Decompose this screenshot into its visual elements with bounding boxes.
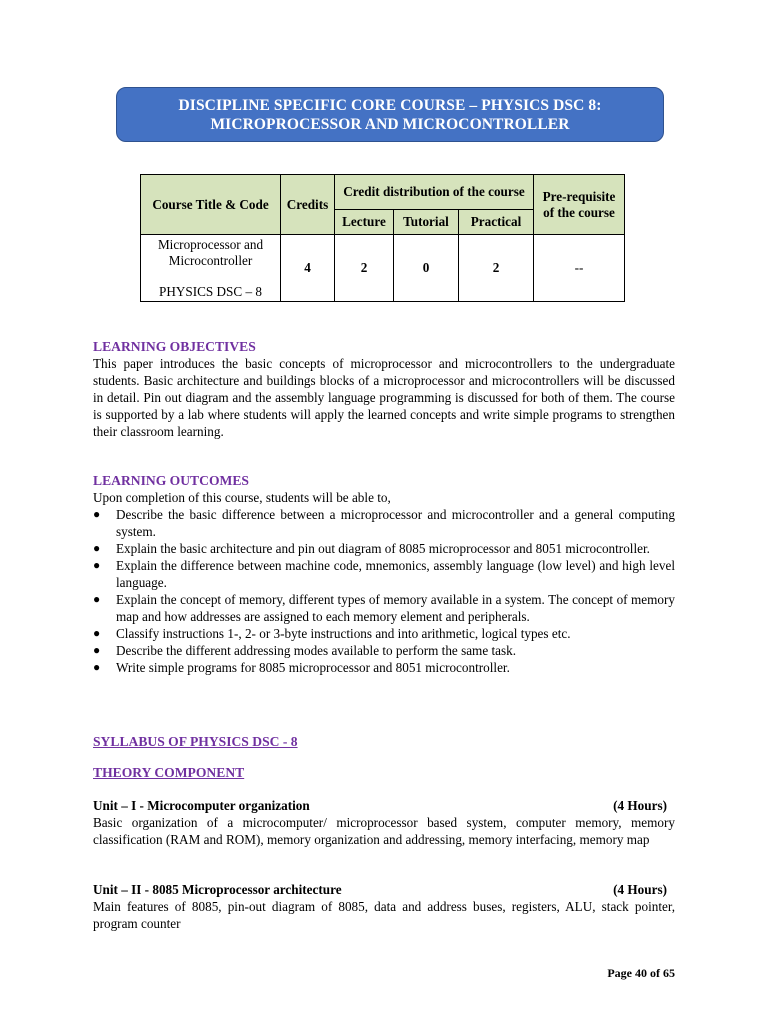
bullet-icon: ● [93,626,101,640]
unit-2-title: Unit – II - 8085 Microprocessor architecture [93,882,342,897]
cell-tutorial: 0 [394,235,459,302]
bullet-icon: ● [93,558,101,572]
header-credits: Credits [281,175,335,235]
course-name-line-1: Microprocessor and [157,236,264,252]
learning-outcomes-intro: Upon completion of this course, students will be able to, [93,490,391,505]
banner-line-1: DISCIPLINE SPECIFIC CORE COURSE – PHYSICS DSC 8: [178,96,602,114]
table-row [141,235,625,302]
list-item: ● Write simple programs for 8085 microprocessor and 8051 microcontroller. [93,660,510,675]
unit-2-hours: (4 Hours) [613,882,667,897]
unit-2-title-line [93,881,675,898]
bullet-icon: ● [93,507,101,521]
table-header-row [141,175,625,210]
unit-1-title: Unit – I - Microcomputer organization [93,798,310,813]
cell-practical: 2 [459,235,534,302]
header-course-title: Course Title & Code [141,175,281,235]
unit-2-section [93,881,675,932]
unit-1-hours: (4 Hours) [613,798,667,813]
header-practical: Practical [459,210,534,235]
cell-course-title [141,235,281,302]
learning-objectives-text: This paper introduces the basic concepts of microprocessor and microcontrollers to the undergraduate students. Basic architecture and buildings blocks of a microprocessor and microcontrollers will be discussed in detail. Pin out diagram and the assembly language programming is discussed for both of them. The course is supported by a lab where students will apply the learned concepts and write simple programs to strengthen their classroom learning. [93,356,675,439]
list-item: ● Classify instructions 1-, 2- or 3-byte instructions and into arithmetic, logical types etc. [93,626,571,641]
page-number: Page 40 of 65 [607,966,675,980]
syllabus-heading: SYLLABUS OF PHYSICS DSC - 8 [93,734,298,749]
theory-component-heading: THEORY COMPONENT [93,765,245,780]
learning-outcomes-heading: LEARNING OUTCOMES [93,473,249,488]
course-credit-table [140,174,625,302]
cell-credits: 4 [281,235,335,302]
learning-outcomes-list [93,506,675,676]
course-name-line-2: Microcontroller [168,252,253,268]
list-item: ● Explain the concept of memory, different types of memory available in a system. The concept of memory map and how addresses are assigned to each memory element and peripherals. [93,592,675,624]
banner-line-2: MICROPROCESSOR AND MICROCONTROLLER [210,115,570,133]
unit-1-section [93,797,675,848]
course-title-banner [116,87,664,142]
learning-objectives-heading: LEARNING OBJECTIVES [93,339,256,354]
list-item: ● Explain the difference between machine code, mnemonics, assembly language (low level) and high level language. [93,558,675,590]
bullet-icon: ● [93,592,101,606]
header-tutorial: Tutorial [394,210,459,235]
learning-outcomes-section [93,472,675,676]
course-code: PHYSICS DSC – 8 [159,283,262,299]
theory-heading-block [93,764,675,781]
header-prerequisite: Pre-requisite of the course [534,175,625,235]
cell-prerequisite: -- [534,235,625,302]
unit-1-text: Basic organization of a microcomputer/ microprocessor based system, computer memory, memory classification (RAM and ROM), memory organization and addressing, memory interfacing, memory map [93,815,675,847]
header-lecture: Lecture [335,210,394,235]
list-item: ● Describe the basic difference between a microprocessor and microcontroller and a general computing system. [93,507,675,539]
list-item: ● Explain the basic architecture and pin out diagram of 8085 microprocessor and 8051 microcontroller. [93,541,650,556]
list-item: ● Describe the different addressing modes available to perform the same task. [93,643,517,658]
learning-objectives-section [93,338,675,440]
syllabus-heading-block [93,733,675,750]
header-credit-distribution: Credit distribution of the course [335,175,534,210]
bullet-icon: ● [93,643,101,657]
cell-lecture: 2 [335,235,394,302]
bullet-icon: ● [93,660,101,674]
bullet-icon: ● [93,541,101,555]
unit-1-title-line [93,797,675,814]
unit-2-text: Main features of 8085, pin-out diagram of 8085, data and address buses, registers, ALU, stack pointer, program counter [93,899,675,931]
